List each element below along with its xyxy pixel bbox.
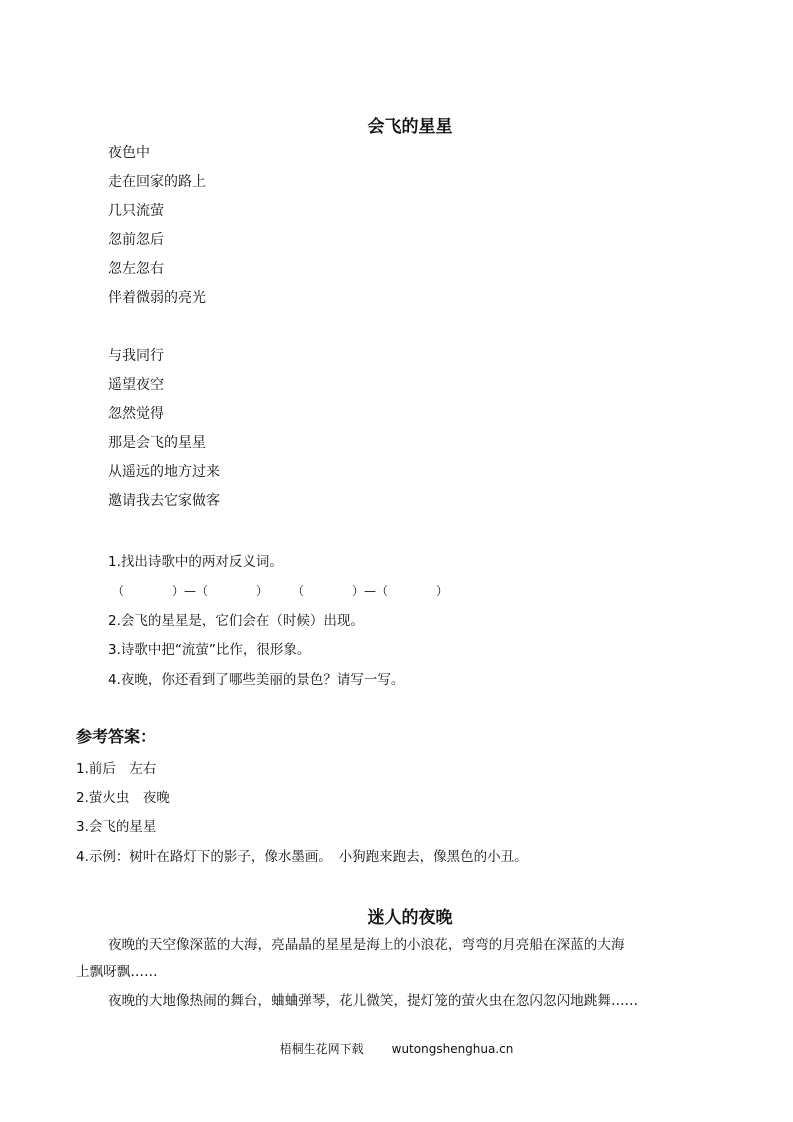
answer-item: 4.示例：树叶在路灯下的影子，像水墨画。 小狗跑来跑去，像黑色的小丑。 [76,849,528,865]
passage-paragraph: 夜晚的大地像热闹的舞台，蛐蛐弹琴，花儿微笑，提灯笼的萤火虫在忽闪忽闪地跳舞…… [108,993,639,1009]
passage-title: 迷人的夜晚 [367,908,453,928]
answer-item: 3.会飞的星星 [76,819,157,835]
passage-paragraph-continued: 上飘呀飘…… [76,964,158,980]
question-4: 4.夜晚，你还看到了哪些美丽的景色？请写一写。 [108,672,405,688]
poem-line: 忽然觉得 [108,406,164,422]
answer-item: 1.前后 左右 [76,761,157,777]
poem-line: 伴着微弱的亮光 [108,290,206,306]
footer-site-name: 梧桐生花网下载 [279,1042,364,1056]
poem-line: 那是会飞的星星 [108,435,206,451]
passage-paragraph: 夜晚的天空像深蓝的大海，亮晶晶的星星是海上的小浪花，弯弯的月亮船在深蓝的大海 [108,937,625,953]
footer-url: wutongshenghua.cn [391,1042,514,1056]
question-3: 3.诗歌中把“流萤”比作，很形象。 [108,642,311,658]
poem-line: 忽左忽右 [108,261,164,277]
poem-line: 从遥远的地方过来 [108,464,220,480]
poem-line: 走在回家的路上 [108,174,206,190]
poem-line: 忽前忽后 [108,232,164,248]
poem-title: 会飞的星星 [367,117,453,137]
footer [0,1040,793,1057]
poem-line: 几只流萤 [108,203,164,219]
poem-line: 夜色中 [108,145,150,161]
poem-line: 遥望夜空 [108,377,164,393]
question-2: 2.会飞的星星是，它们会在（时候）出现。 [108,613,364,629]
poem-line: 与我同行 [108,348,164,364]
question-1: 1.找出诗歌中的两对反义词。 [108,554,283,570]
answer-item: 2.萤火虫 夜晚 [76,790,170,806]
question-1-blanks: （ ）—（ ） （ ）—（ ） [112,584,449,598]
answers-heading: 参考答案： [76,727,157,746]
poem-line: 邀请我去它家做客 [108,493,220,509]
